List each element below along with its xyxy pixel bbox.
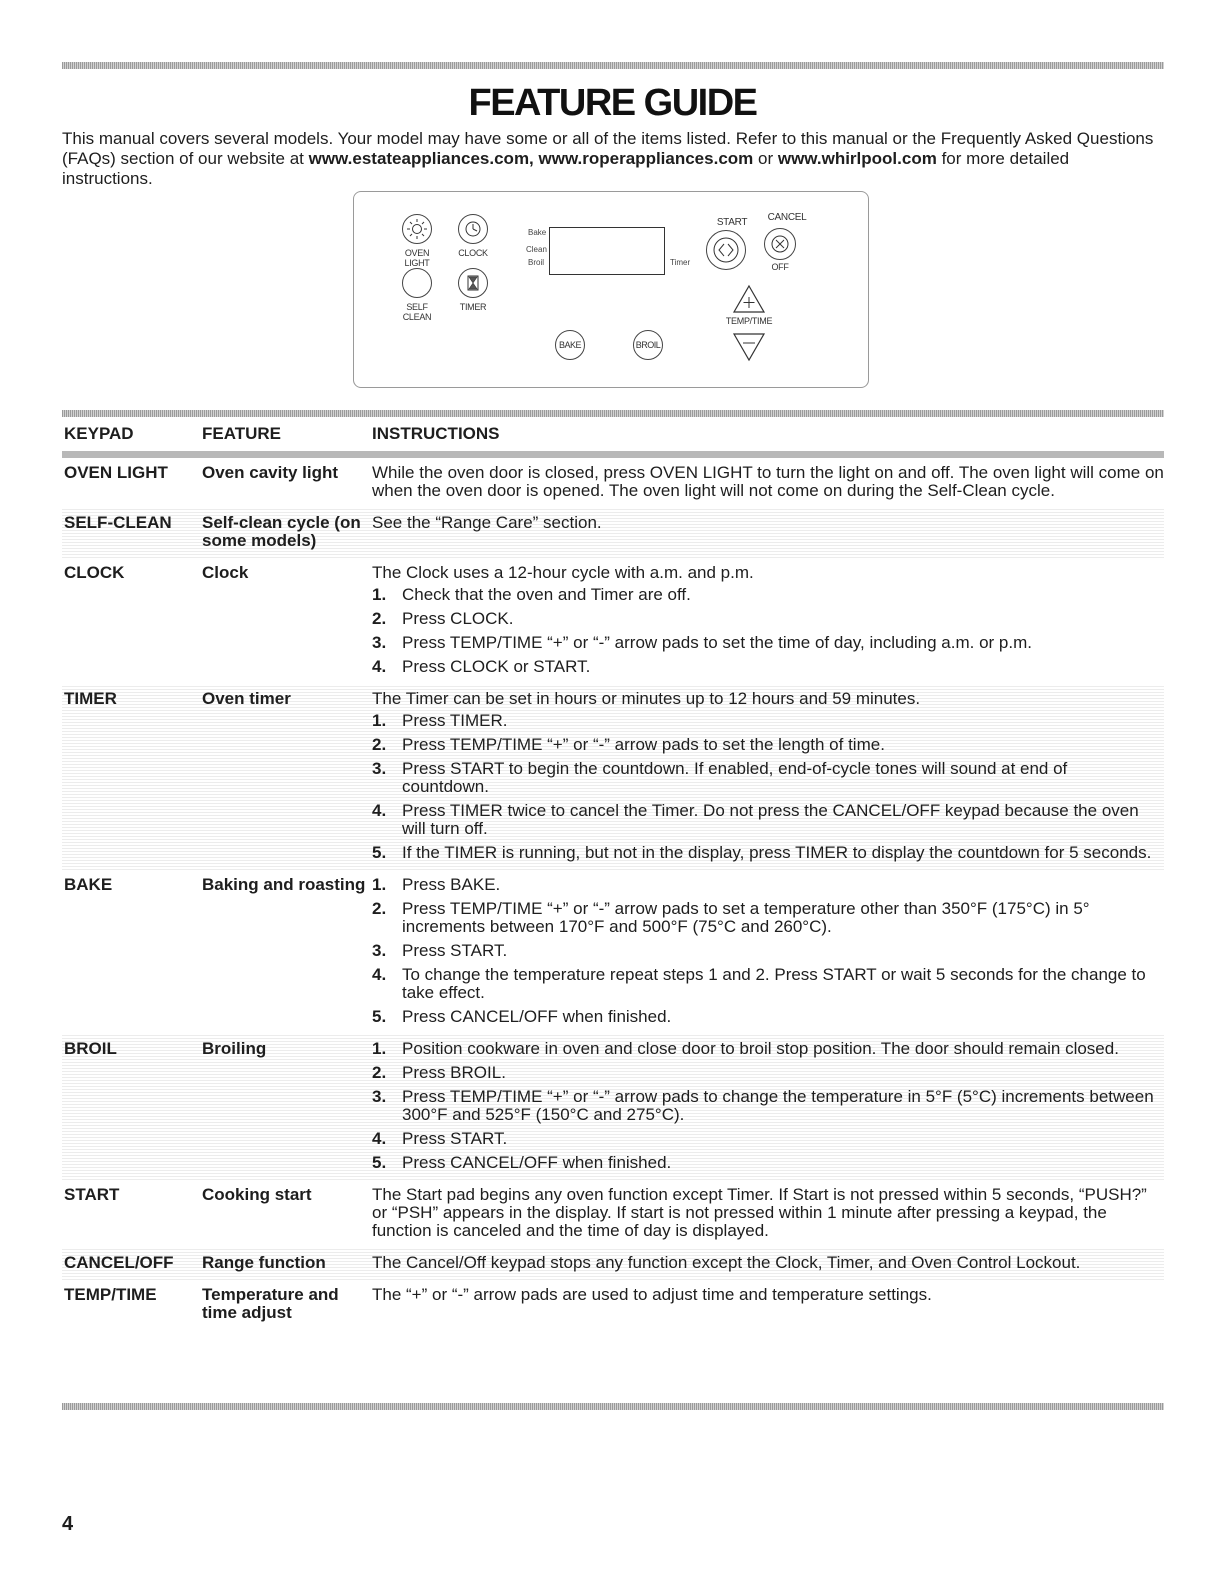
cancel-x-icon xyxy=(765,229,795,259)
instructions-cell xyxy=(372,558,1164,684)
instructions-intro: The Clock uses a 12-hour cycle with a.m. and p.m. xyxy=(372,563,754,582)
website-links: www.estateappliances.com, www.roperappliances.com xyxy=(308,149,754,168)
instructions-cell: The “+” or “-” arrow pads are used to adjust time and temperature settings. xyxy=(372,1285,932,1304)
keypad-cell: SELF-CLEAN xyxy=(62,508,202,558)
table-row xyxy=(62,508,1164,558)
start-label: START xyxy=(716,217,748,228)
table-row xyxy=(62,870,1164,1034)
table-row xyxy=(62,558,1164,684)
feature-cell: Clock xyxy=(202,563,249,582)
feature-cell: Self-clean cycle (on some models) xyxy=(202,508,372,558)
broil-key xyxy=(633,330,663,360)
list-item: 1. Position cookware in oven and close door to broil stop position. The door should remain closed. xyxy=(372,1039,1119,1058)
instructions-cell: While the oven door is closed, press OVEN LIGHT to turn the light on and off. The oven light will come on when the oven door is opened. The oven light will not come on during the Self-Clean cycle. xyxy=(372,463,1164,500)
display-label-clean: Clean xyxy=(526,245,547,254)
table-row xyxy=(62,1280,1164,1330)
top-rule xyxy=(62,62,1164,69)
website-link: www.whirlpool.com xyxy=(777,149,937,168)
list-item: 5. Press CANCEL/OFF when finished. xyxy=(372,1007,672,1026)
list-item: 3. Press TEMP/TIME “+” or “-” arrow pads to change the temperature in 5°F (5°C) increments between 300°F and 525°F (150°C and 275°C). xyxy=(372,1087,1154,1124)
steps-list xyxy=(372,586,1164,676)
off-label: OFF xyxy=(771,262,789,272)
header-instructions: INSTRUCTIONS xyxy=(372,419,1164,455)
feature-cell: Baking and roasting xyxy=(202,875,366,894)
table-top-rule xyxy=(62,410,1164,417)
broil-key-label: BROIL xyxy=(635,340,661,350)
list-item: 3. Press START. xyxy=(372,941,508,960)
steps-list xyxy=(372,876,1164,1026)
bake-key-label: BAKE xyxy=(558,340,581,350)
list-item: 2. Press TEMP/TIME “+” or “-” arrow pads to set the length of time. xyxy=(372,735,885,754)
keypad-cell: TIMER xyxy=(62,684,202,870)
control-panel-illustration xyxy=(353,191,869,388)
page-title: FEATURE GUIDE xyxy=(468,82,757,124)
cancel-key xyxy=(764,228,796,260)
display-label-timer: Timer xyxy=(670,258,691,267)
list-item: 4. Press CLOCK or START. xyxy=(372,657,591,676)
list-item: 4. To change the temperature repeat steps 1 and 2. Press START or wait 5 seconds for the change to take effect. xyxy=(372,965,1146,1002)
instructions-cell xyxy=(372,870,1164,1034)
table-header-row xyxy=(62,419,1164,455)
feature-cell: Range function xyxy=(202,1248,372,1280)
list-item: 1. Press TIMER. xyxy=(372,711,508,730)
feature-cell: Cooking start xyxy=(202,1185,312,1204)
list-item: 3. Press START to begin the countdown. If enabled, end-of-cycle tones will sound at end of countdown. xyxy=(372,759,1068,796)
feature-cell: Temperature and time adjust xyxy=(202,1285,339,1322)
keypad-cell: TEMP/TIME xyxy=(64,1285,157,1304)
display-label-bake: Bake xyxy=(528,228,547,237)
keypad-cell: BROIL xyxy=(62,1034,202,1180)
keypad-cell: OVEN LIGHT xyxy=(64,463,168,482)
page-number: 4 xyxy=(62,1513,74,1535)
instructions-cell xyxy=(372,1034,1164,1180)
intro-paragraph: This manual covers several models. Your model may have some or all of the items listed. Refer to this manual or the Frequently Asked Questions (FAQs) section of our website at www.estateappliances.com, www.roperappliances.com or www.whirlpool.com for more detailed instructions. xyxy=(62,129,1154,188)
list-item: 1. Press BAKE. xyxy=(372,875,501,894)
steps-list xyxy=(372,1040,1156,1172)
keypad-cell: CANCEL/OFF xyxy=(62,1248,202,1280)
timer-label: TIMER xyxy=(459,302,487,312)
table-row xyxy=(62,1034,1164,1180)
temp-down-arrow-icon xyxy=(732,332,766,362)
clock-label: CLOCK xyxy=(458,248,488,258)
clock-key xyxy=(458,214,488,244)
list-item: 5. Press CANCEL/OFF when finished. xyxy=(372,1153,672,1172)
temp-up-arrow-icon xyxy=(732,284,766,314)
timer-key xyxy=(458,268,488,298)
list-item: 3. Press TEMP/TIME “+” or “-” arrow pads to set the time of day, including a.m. or p.m. xyxy=(372,633,1032,652)
oven-light-label: OVEN LIGHT xyxy=(404,248,430,268)
instructions-cell xyxy=(372,684,1164,870)
temp-time-label: TEMP/TIME xyxy=(725,316,773,326)
instructions-cell: The Start pad begins any oven function except Timer. If Start is not pressed within 5 seconds, “PUSH?” or “PSH” appears in the display. If start is not pressed within 1 minute after pressing a keypad, the function is canceled and the time of day is displayed. xyxy=(372,1185,1147,1240)
oven-light-key xyxy=(402,214,432,244)
feature-cell: Broiling xyxy=(202,1034,372,1180)
feature-cell: Oven cavity light xyxy=(202,463,339,482)
list-item: 2. Press BROIL. xyxy=(372,1063,506,1082)
feature-cell: Oven timer xyxy=(202,684,372,870)
display-label-broil: Broil xyxy=(528,258,545,267)
light-bulb-icon xyxy=(403,215,431,243)
keypad-cell: START xyxy=(64,1185,120,1204)
list-item: 4. Press TIMER twice to cancel the Timer. Do not press the CANCEL/OFF keypad because the oven will turn off. xyxy=(372,801,1139,838)
self-clean-key xyxy=(402,268,432,298)
header-feature: FEATURE xyxy=(202,419,372,455)
keypad-cell: BAKE xyxy=(64,875,113,894)
list-item: 2. Press TEMP/TIME “+” or “-” arrow pads to set a temperature other than 350°F (175°C) in 5° increments between 170°F and 500°F (75°C and 260°C). xyxy=(372,899,1090,936)
keypad-cell: CLOCK xyxy=(64,563,125,582)
oven-display xyxy=(549,227,665,275)
list-item: 5. If the TIMER is running, but not in the display, press TIMER to display the countdown for 5 seconds. xyxy=(372,843,1152,862)
table-row xyxy=(62,684,1164,870)
instructions-cell: See the “Range Care” section. xyxy=(372,508,1164,558)
bake-key xyxy=(555,330,585,360)
clock-icon xyxy=(459,215,487,243)
instructions-cell: The Cancel/Off keypad stops any function except the Clock, Timer, and Oven Control Lockout. xyxy=(372,1248,1164,1280)
cancel-label: CANCEL xyxy=(767,212,807,223)
start-key xyxy=(706,230,746,270)
list-item: 1. Check that the oven and Timer are off. xyxy=(372,585,691,604)
hourglass-icon xyxy=(459,269,487,297)
table-bottom-rule xyxy=(62,1403,1164,1410)
self-clean-label: SELF CLEAN xyxy=(402,302,432,322)
start-icon xyxy=(707,231,745,269)
list-item: 4. Press START. xyxy=(372,1129,508,1148)
list-item: 2. Press CLOCK. xyxy=(372,609,514,628)
table-row xyxy=(62,1248,1164,1280)
feature-table xyxy=(62,419,1164,1330)
table-row xyxy=(62,455,1164,509)
table-row xyxy=(62,1180,1164,1248)
steps-list xyxy=(372,712,1156,862)
header-keypad: KEYPAD xyxy=(62,419,202,455)
instructions-intro: The Timer can be set in hours or minutes up to 12 hours and 59 minutes. xyxy=(372,689,921,708)
